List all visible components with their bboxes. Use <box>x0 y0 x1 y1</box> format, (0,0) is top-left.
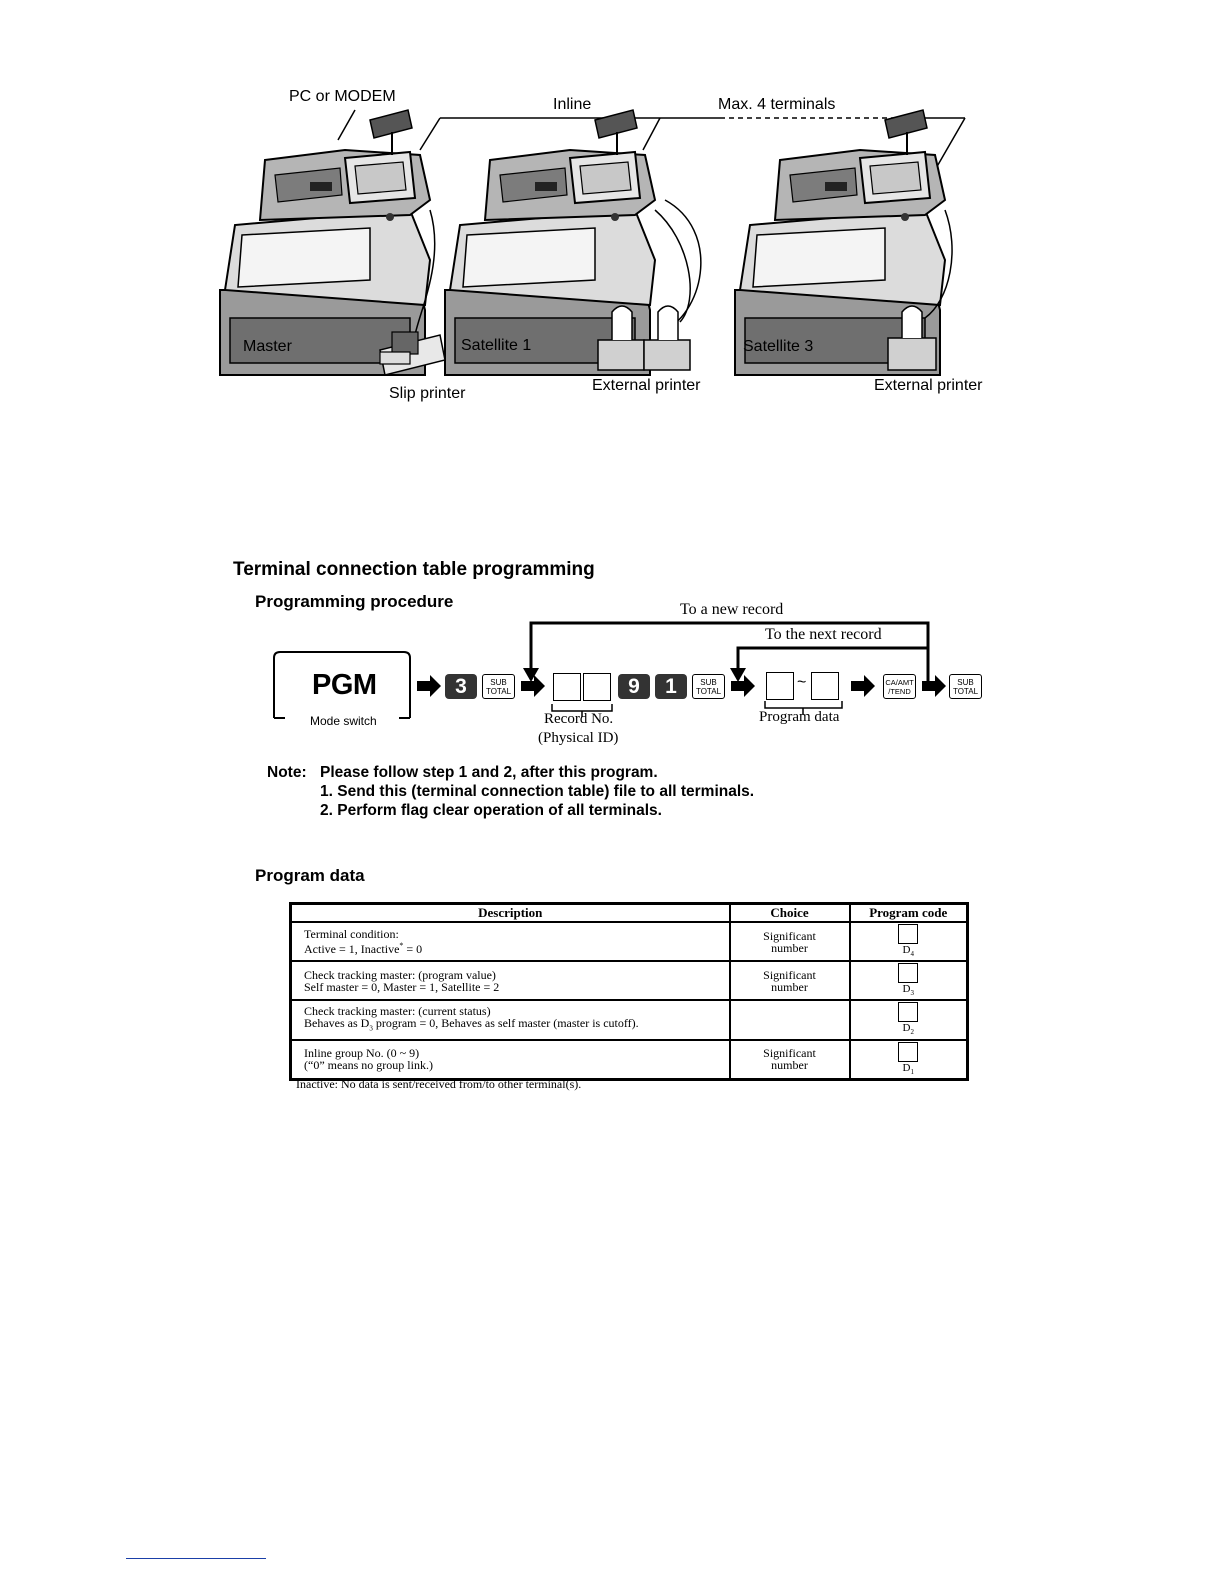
program-data-table <box>289 902 969 1081</box>
table-row <box>291 961 968 1000</box>
external-printer-label: External printer <box>592 377 701 394</box>
record-no-label: Record No. <box>544 711 614 727</box>
tilde-symbol: ~ <box>797 674 807 691</box>
subtotal-key: SUB TOTAL <box>949 674 982 699</box>
pc-modem-label: PC or MODEM <box>289 88 396 105</box>
row-program-code: $D_3$ <box>850 961 968 1000</box>
record-digit-box <box>553 673 581 701</box>
loop-new-record-label: To a new record <box>680 601 784 618</box>
header-choice: Choice <box>730 904 850 923</box>
row-program-code: $D_2$ <box>850 1000 968 1039</box>
satellite3-label: Satellite 3 <box>743 338 814 355</box>
slip-printer-label: Slip printer <box>389 385 466 402</box>
row-choice: Significant number <box>730 1040 850 1080</box>
row-description: Check tracking master: (current status) Behaves as $D_3$ program = 0, Behaves as self master (master is cutoff). <box>291 1000 730 1039</box>
code-digit-box <box>898 1002 918 1022</box>
row-program-code: $D_4$ <box>850 922 968 961</box>
loop-next-record-label: To the next record <box>765 626 882 643</box>
footer-rule <box>126 1558 266 1559</box>
code-digit-box <box>898 963 918 983</box>
row-choice: Significant number <box>730 961 850 1000</box>
tend-key: CA/AMT /TEND <box>883 674 916 699</box>
max-terminals-label: Max. 4 terminals <box>718 96 836 113</box>
row-description: Terminal condition: Active = 1, Inactive* = 0 <box>291 922 730 961</box>
mode-switch-caption: Mode switch <box>310 714 377 728</box>
subtotal-key: SUB TOTAL <box>482 674 515 699</box>
procedure-title: Programming procedure <box>255 592 454 611</box>
row-choice: Significant number <box>730 922 850 961</box>
satellite1-label: Satellite 1 <box>461 337 532 354</box>
section-title: Terminal connection table programming <box>233 559 595 580</box>
row-description: Inline group No. (0 ~ 9) (“0” means no group link.) <box>291 1040 730 1080</box>
pgm-mode-key: PGM <box>312 669 377 701</box>
table-row <box>291 1000 968 1039</box>
header-description: Description <box>291 904 730 923</box>
table-footnote: * Inactive: No data is sent/received from/to other terminal(s). <box>289 1076 582 1091</box>
external-printer-label: External printer <box>874 377 983 394</box>
master-label: Master <box>243 338 292 355</box>
subtotal-key: SUB TOTAL <box>692 674 725 699</box>
register-network-illustration <box>0 0 1224 420</box>
row-program-code: $D_1$ <box>850 1040 968 1080</box>
key-9: 9 <box>618 674 650 699</box>
program-data-box-last <box>811 672 839 700</box>
record-digit-box <box>583 673 611 701</box>
key-1: 1 <box>655 674 687 699</box>
row-description: Check tracking master: (program value) Self master = 0, Master = 1, Satellite = 2 <box>291 961 730 1000</box>
note-step-1: 1. Send this (terminal connection table) file to all terminals. <box>320 783 755 800</box>
program-data-label: Program data <box>759 709 840 725</box>
program-data-title: Program data <box>255 866 365 885</box>
program-data-box-first <box>766 672 794 700</box>
row-choice <box>730 1000 850 1039</box>
header-program-code: Program code <box>850 904 968 923</box>
table-header-row <box>291 904 968 923</box>
inline-label: Inline <box>553 96 592 113</box>
table-row <box>291 1040 968 1080</box>
table-row <box>291 922 968 961</box>
physical-id-label: (Physical ID) <box>538 730 619 746</box>
note-step-2: 2. Perform flag clear operation of all terminals. <box>320 802 662 819</box>
note-label: Note: <box>267 764 307 781</box>
code-digit-box <box>898 1042 918 1062</box>
key-3: 3 <box>445 674 477 699</box>
note-line: Please follow step 1 and 2, after this program. <box>320 764 658 781</box>
code-digit-box <box>898 924 918 944</box>
